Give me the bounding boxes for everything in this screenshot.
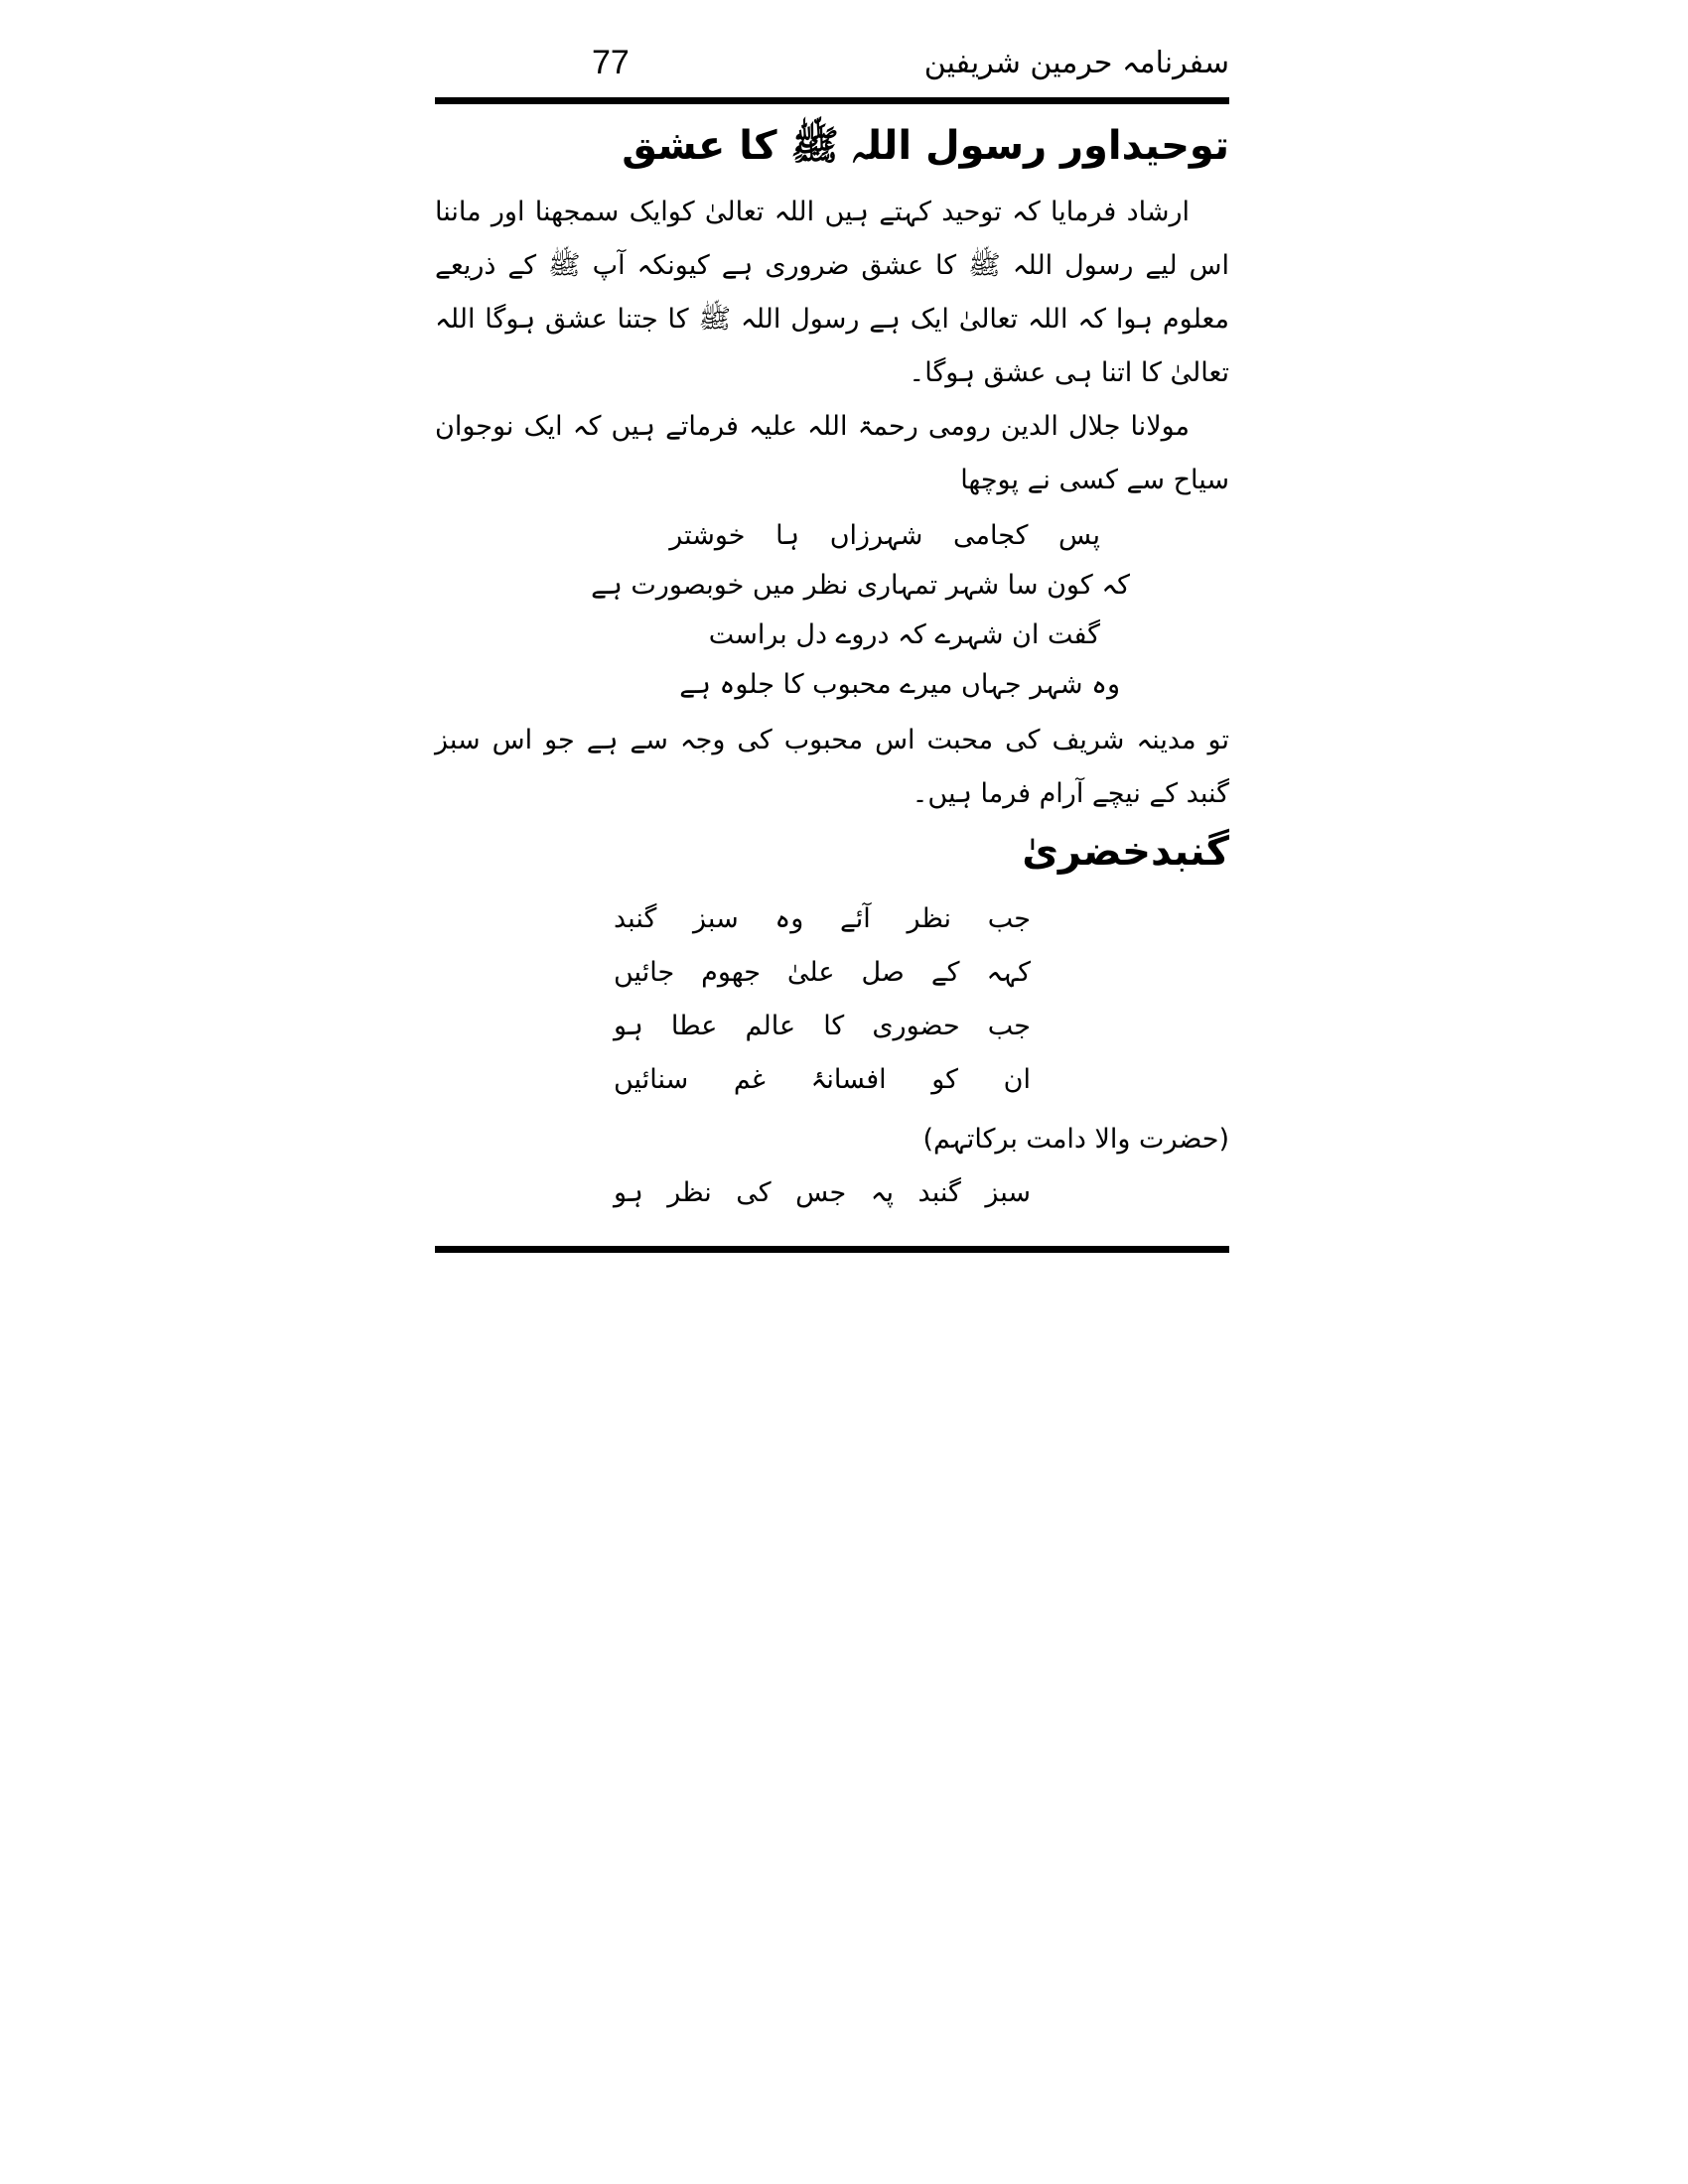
verse-line: پس کجامی شہرزاں ہا خوشتر <box>669 520 1100 551</box>
poem-line: کہہ کے صل علیٰ جھوم جائیں <box>614 957 1031 988</box>
section-heading-tawheed: توحیداور رسول اللہ ﷺ کا عشق <box>622 123 1229 169</box>
paragraph-tawheed: ارشاد فرمایا کہ توحید کہتے ہیں اللہ تعالیٰ کوایک سمجھنا اور ماننا اس لیے رسول اللہ ﷺ کا عشق ضروری ہے کیونکہ آپ ﷺ کے ذریعے معلوم ہوا کہ اللہ تعالیٰ ایک ہے رسول اللہ ﷺ کا جتنا عشق ہوگا اللہ تعالیٰ کا اتنا ہی عشق ہوگا۔ <box>435 197 1229 388</box>
page-header <box>435 40 1229 97</box>
page-content <box>435 120 1229 1220</box>
page-number: 77 <box>592 44 630 81</box>
verse-line: وہ شہر جہاں میرے محبوب کا جلوہ ہے <box>679 669 1120 700</box>
section-heading-gumbad: گنبدخضریٰ <box>1022 829 1229 875</box>
paragraph-madinah: تو مدینہ شریف کی محبت اس محبوب کی وجہ سے ہے جو اس سبز گنبد کے نیچے آرام فرما ہیں۔ <box>435 725 1229 809</box>
persian-verse <box>435 511 1229 710</box>
book-title: سفرنامہ حرمین شریفین <box>923 46 1229 80</box>
poem-line: ان کو افسانۂ غم سنائیں <box>614 1064 1031 1095</box>
paragraph-rumi: مولانا جلال الدین رومی رحمۃ اللہ علیہ فرماتے ہیں کہ ایک نوجوان سیاح سے کسی نے پوچھا <box>435 411 1229 495</box>
poem-line: جب نظر آئے وہ سبز گنبد <box>614 903 1031 934</box>
verse-line: گفت ان شہرے کہ دروے دل براست <box>708 619 1100 650</box>
poem-line: جب حضوری کا عالم عطا ہو <box>614 1011 1031 1041</box>
poem-second <box>435 1166 1229 1220</box>
footer-rule <box>435 1246 1229 1253</box>
poem-line: سبز گنبد پہ جس کی نظر ہو <box>614 1177 1031 1208</box>
poem-attribution: (حضرت والا دامت برکاتہم) <box>922 1124 1229 1155</box>
poem-gumbad <box>435 892 1229 1107</box>
header-rule <box>435 97 1229 104</box>
verse-line: کہ کون سا شہر تمہاری نظر میں خوبصورت ہے <box>591 570 1130 601</box>
page-column <box>435 40 1229 1253</box>
